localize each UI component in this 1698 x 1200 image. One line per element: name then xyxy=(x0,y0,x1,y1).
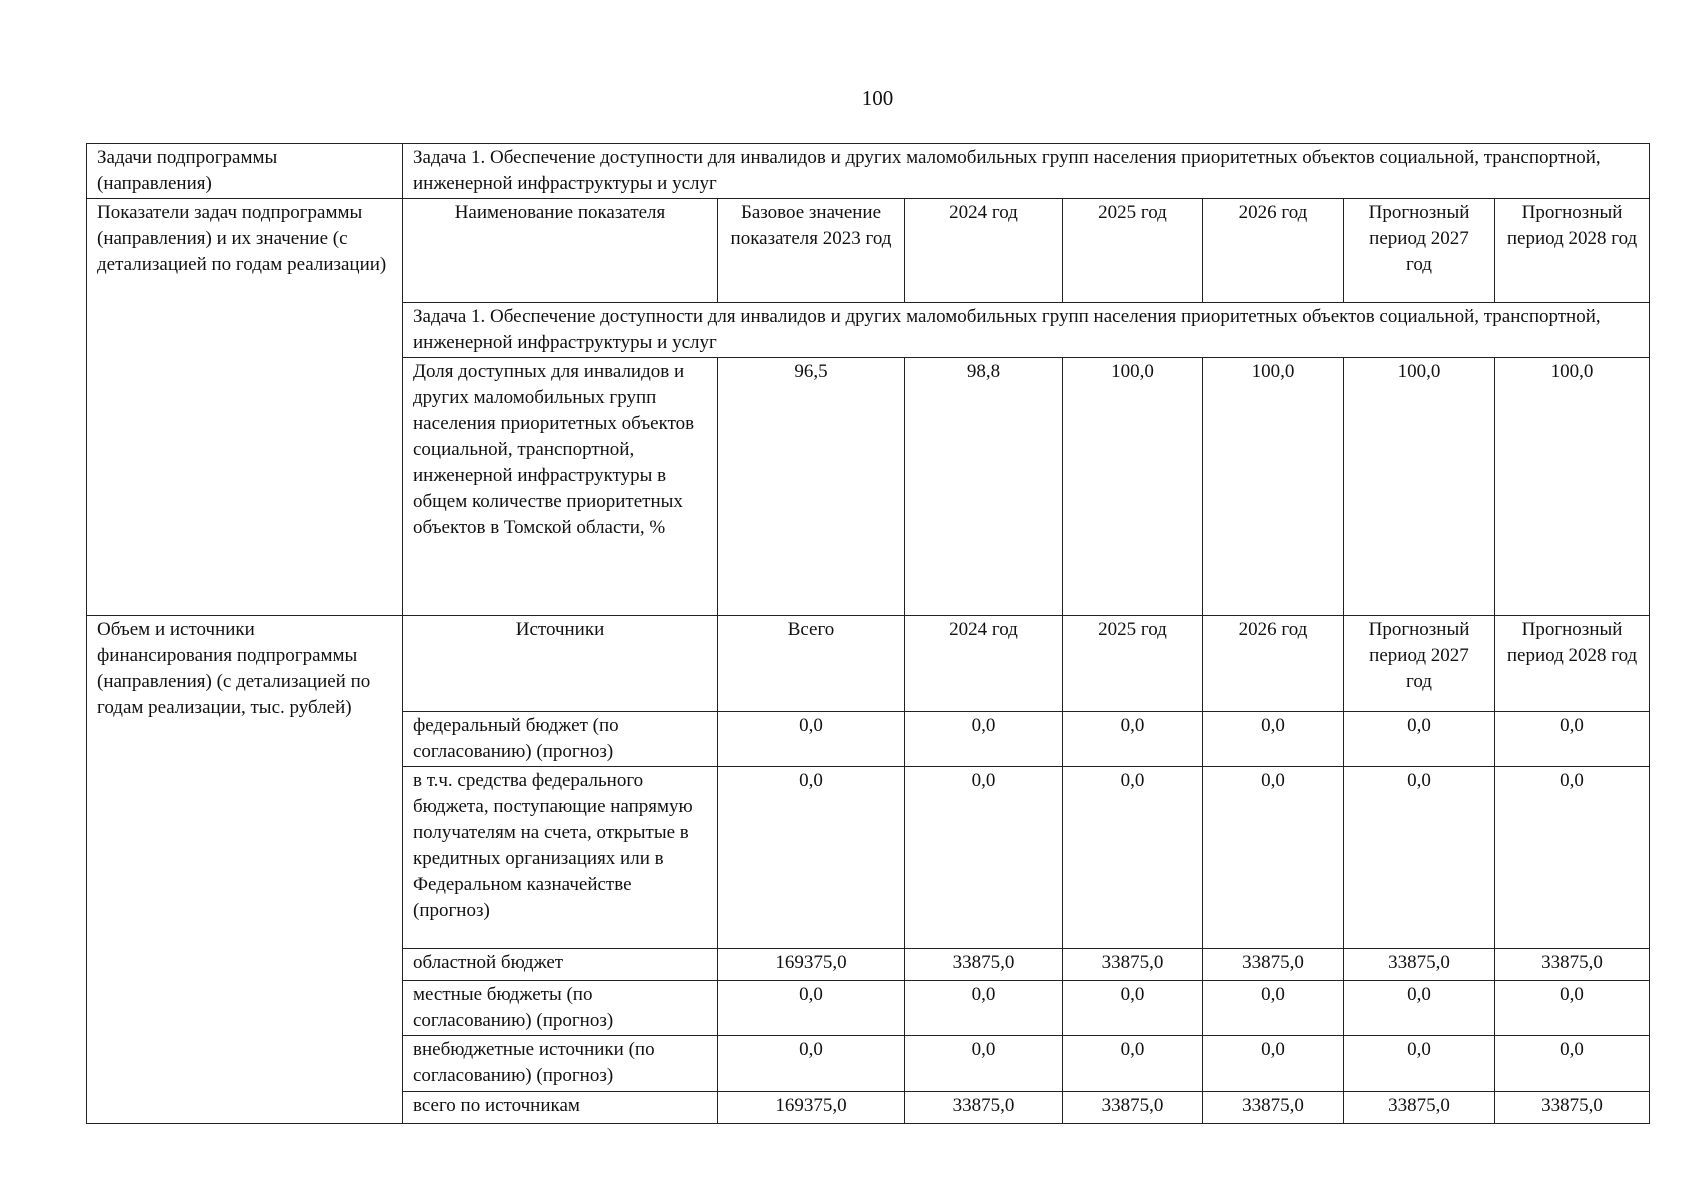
indicators-task-text: Задача 1. Обеспечение доступности для инвалидов и других маломобильных групп населения приоритетных объектов социальной, транспортной, инженерной инфраструктуры и услуг xyxy=(403,303,1650,358)
indicators-header-name: Наименование показателя xyxy=(403,199,718,303)
financing-value-2027: 0,0 xyxy=(1344,981,1495,1036)
financing-value-2027: 0,0 xyxy=(1344,712,1495,767)
financing-value-2024: 0,0 xyxy=(905,712,1063,767)
financing-value-2025: 0,0 xyxy=(1063,1036,1203,1092)
financing-value-2028: 33875,0 xyxy=(1495,1092,1650,1124)
financing-value-2027: 0,0 xyxy=(1344,767,1495,949)
financing-value-2025: 0,0 xyxy=(1063,981,1203,1036)
financing-header-row xyxy=(87,616,1650,712)
financing-source: местные бюджеты (по согласованию) (прогноз) xyxy=(403,981,718,1036)
financing-value-2024: 0,0 xyxy=(905,981,1063,1036)
indicators-header-base: Базовое значение показателя 2023 год xyxy=(718,199,905,303)
indicator-value-2025: 100,0 xyxy=(1063,358,1203,616)
financing-source: областной бюджет xyxy=(403,949,718,981)
indicator-name: Доля доступных для инвалидов и других маломобильных групп населения приоритетных объектов социальной, транспортной, инженерной инфраструктуры в общем количестве приоритетных объектов в Томской области, % xyxy=(403,358,718,616)
financing-source: всего по источникам xyxy=(403,1092,718,1124)
financing-value-2028: 0,0 xyxy=(1495,1036,1650,1092)
financing-value-2027: 33875,0 xyxy=(1344,949,1495,981)
financing-value-2025: 33875,0 xyxy=(1063,1092,1203,1124)
financing-value-2024: 33875,0 xyxy=(905,1092,1063,1124)
financing-header-source: Источники xyxy=(403,616,718,712)
financing-value-2026: 0,0 xyxy=(1203,767,1344,949)
financing-value-2027: 33875,0 xyxy=(1344,1092,1495,1124)
financing-value-2025: 33875,0 xyxy=(1063,949,1203,981)
indicator-value-2026: 100,0 xyxy=(1203,358,1344,616)
financing-source: федеральный бюджет (по согласованию) (прогноз) xyxy=(403,712,718,767)
financing-label: Объем и источники финансирования подпрограммы (направления) (с детализацией по годам реализации, тыс. рублей) xyxy=(87,616,403,1124)
financing-value-2028: 0,0 xyxy=(1495,981,1650,1036)
financing-source: внебюджетные источники (по согласованию) (прогноз) xyxy=(403,1036,718,1092)
indicators-header-2028: Прогнозный период 2028 год xyxy=(1495,199,1650,303)
financing-value-2024: 0,0 xyxy=(905,1036,1063,1092)
financing-value-total: 0,0 xyxy=(718,981,905,1036)
page-number: 100 xyxy=(861,86,894,110)
financing-header-2025: 2025 год xyxy=(1063,616,1203,712)
subprogram-passport-table xyxy=(86,143,1650,1124)
indicators-header-row xyxy=(87,199,1650,303)
indicator-value-2027: 100,0 xyxy=(1344,358,1495,616)
tasks-row xyxy=(87,144,1650,199)
financing-value-2025: 0,0 xyxy=(1063,767,1203,949)
financing-value-2026: 33875,0 xyxy=(1203,949,1344,981)
financing-value-total: 0,0 xyxy=(718,712,905,767)
financing-source: в т.ч. средства федерального бюджета, поступающие напрямую получателям на счета, открытые в кредитных организациях или в Федеральном казначействе (прогноз) xyxy=(403,767,718,949)
financing-header-2024: 2024 год xyxy=(905,616,1063,712)
financing-value-2026: 0,0 xyxy=(1203,712,1344,767)
financing-value-total: 0,0 xyxy=(718,1036,905,1092)
financing-header-2028: Прогнозный период 2028 год xyxy=(1495,616,1650,712)
financing-value-2025: 0,0 xyxy=(1063,712,1203,767)
indicators-header-2024: 2024 год xyxy=(905,199,1063,303)
financing-value-total: 169375,0 xyxy=(718,949,905,981)
financing-header-2026: 2026 год xyxy=(1203,616,1344,712)
indicator-value-2028: 100,0 xyxy=(1495,358,1650,616)
indicators-label: Показатели задач подпрограммы (направления) и их значение (с детализацией по годам реализации) xyxy=(87,199,403,616)
financing-value-2028: 0,0 xyxy=(1495,767,1650,949)
financing-value-total: 0,0 xyxy=(718,767,905,949)
indicator-value-2024: 98,8 xyxy=(905,358,1063,616)
indicator-value-base: 96,5 xyxy=(718,358,905,616)
financing-value-2024: 33875,0 xyxy=(905,949,1063,981)
tasks-text: Задача 1. Обеспечение доступности для инвалидов и других маломобильных групп населения приоритетных объектов социальной, транспортной, инженерной инфраструктуры и услуг xyxy=(403,144,1650,199)
indicators-header-2027: Прогнозный период 2027 год xyxy=(1344,199,1495,303)
indicators-header-2026: 2026 год xyxy=(1203,199,1344,303)
indicators-header-2025: 2025 год xyxy=(1063,199,1203,303)
financing-value-2026: 33875,0 xyxy=(1203,1092,1344,1124)
financing-header-2027: Прогнозный период 2027 год xyxy=(1344,616,1495,712)
financing-header-total: Всего xyxy=(718,616,905,712)
financing-value-2024: 0,0 xyxy=(905,767,1063,949)
financing-value-2028: 33875,0 xyxy=(1495,949,1650,981)
financing-value-total: 169375,0 xyxy=(718,1092,905,1124)
financing-value-2028: 0,0 xyxy=(1495,712,1650,767)
financing-value-2027: 0,0 xyxy=(1344,1036,1495,1092)
financing-value-2026: 0,0 xyxy=(1203,1036,1344,1092)
financing-value-2026: 0,0 xyxy=(1203,981,1344,1036)
tasks-label: Задачи подпрограммы (направления) xyxy=(87,144,403,199)
